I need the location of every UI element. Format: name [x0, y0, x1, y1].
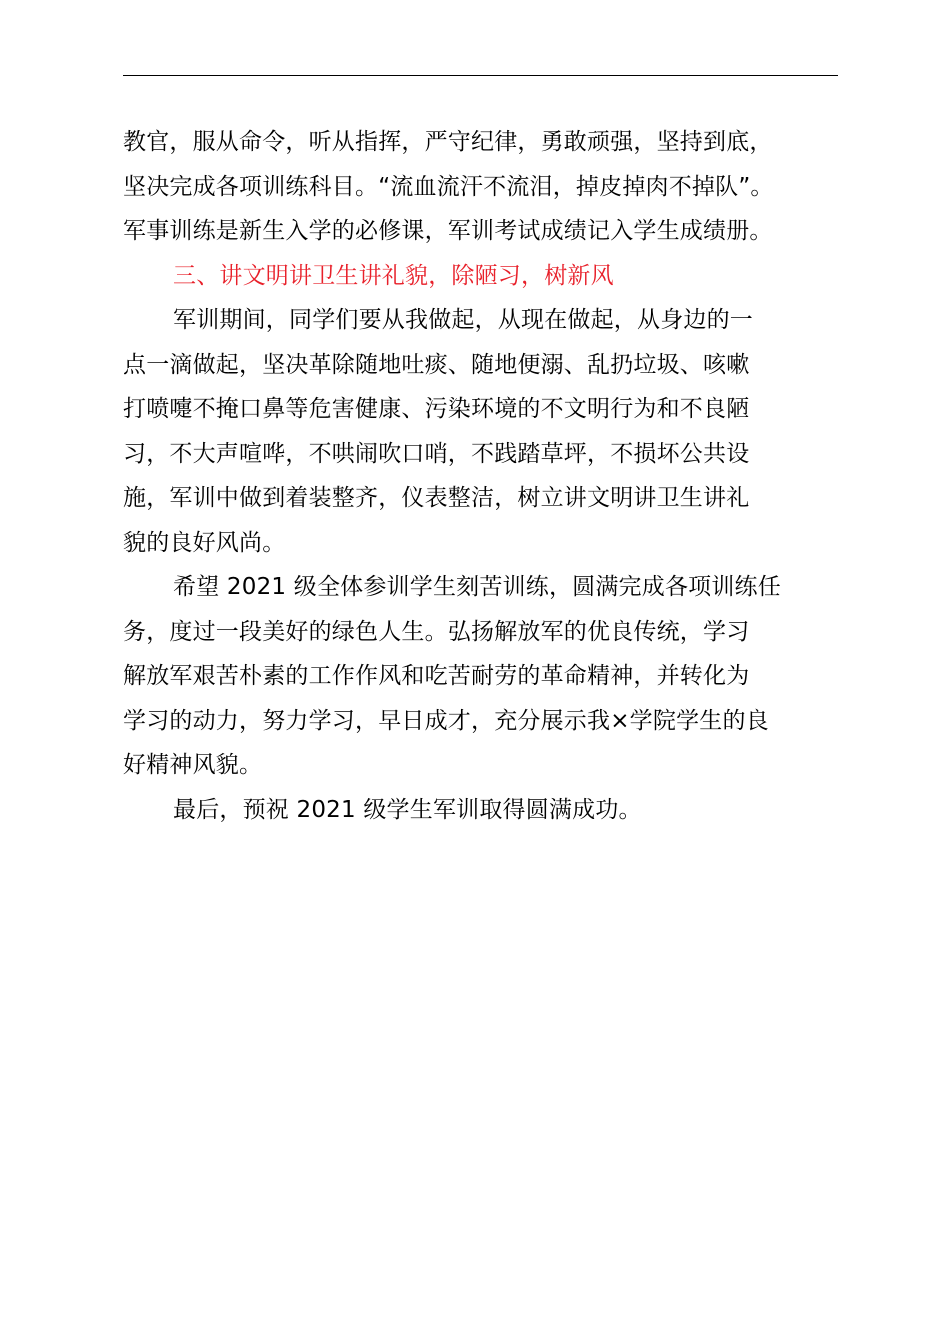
document-body: [123, 120, 853, 832]
text-line: 打喷嚏不掩口鼻等危害健康、污染环境的不文明行为和不良陋: [123, 396, 750, 422]
text-line: 习，不大声喧哗，不哄闹吹口哨，不践踏草坪，不损坏公共设: [123, 440, 750, 467]
text-line: 点一滴做起，坚决革除随地吐痰、随地便溺、乱扔垃圾、咳嗽: [123, 351, 750, 378]
text-line: 坚决完成各项训练科目。“流血流汗不流泪，掉皮掉肉不掉队”。: [123, 173, 774, 200]
paragraph-discipline: [123, 120, 853, 254]
text-line: 施，军训中做到着装整齐，仪表整洁，树立讲文明讲卫生讲礼: [123, 485, 750, 511]
text-line: 貌的良好风尚。: [123, 529, 286, 556]
section-heading: 三、讲文明讲卫生讲礼貌，除陋习，树新风: [173, 262, 614, 289]
header-rule: [123, 75, 838, 76]
text-line: 务，度过一段美好的绿色人生。弘扬解放军的优良传统，学习: [123, 618, 750, 645]
text-line: 希望 2021 级全体参训学生刻苦训练，圆满完成各项训练任: [173, 574, 781, 600]
paragraph-hope: [123, 565, 853, 788]
text-line: 教官，服从命令，听从指挥，严守纪律，勇敢顽强，坚持到底，: [123, 129, 773, 155]
text-line: 好精神风貌。: [123, 752, 263, 778]
text-line: 学习的动力，努力学习，早日成才，充分展示我×学院学生的良: [123, 707, 769, 734]
text-line: 解放军艰苦朴素的工作作风和吃苦耐劳的革命精神，并转化为: [123, 663, 750, 689]
paragraph-civility: [123, 298, 853, 565]
text-line: 军事训练是新生入学的必修课，军训考试成绩记入学生成绩册。: [123, 218, 773, 244]
text-line: 军训期间，同学们要从我做起，从现在做起，从身边的一: [173, 307, 753, 333]
text-line: 最后，预祝 2021 级学生军训取得圆满成功。: [173, 796, 642, 823]
paragraph-closing: [123, 788, 853, 833]
